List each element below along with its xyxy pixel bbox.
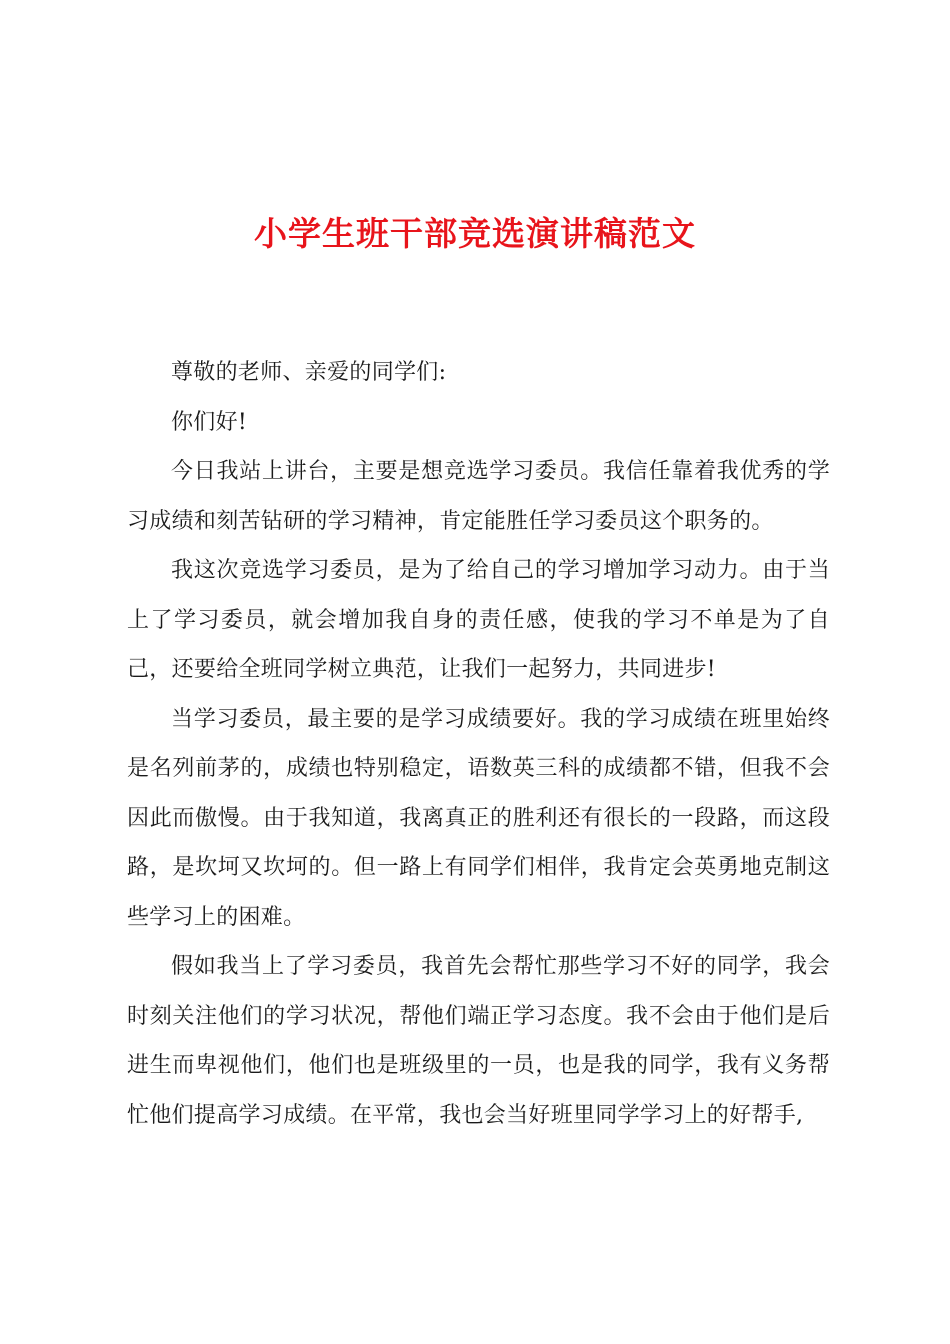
- document-title: 小学生班干部竞选演讲稿范文: [254, 214, 696, 253]
- salutation-paragraph: 尊敬的老师、亲爱的同学们:: [171, 360, 447, 385]
- document-body: [127, 348, 830, 1140]
- body-paragraph: 今日我站上讲台，主要是想竞选学习委员。我信任靠着我优秀的学习成绩和刻苦钻研的学习精神，肯定能胜任学习委员这个职务的。: [127, 459, 830, 534]
- greeting-paragraph: 你们好!: [171, 409, 248, 435]
- body-paragraph: 当学习委员，最主要的是学习成绩要好。我的学习成绩在班里始终是名列前茅的，成绩也特别稳定，语数英三科的成绩都不错，但我不会因此而傲慢。由于我知道，我离真正的胜利还有很长的一段路，而这段路，是坎坷又坎坷的。但一路上有同学们相伴，我肯定会英勇地克制这些学习上的困难。: [127, 706, 830, 930]
- body-paragraph: 我这次竞选学习委员，是为了给自己的学习增加学习动力。由于当上了学习委员，就会增加我自身的责任感，使我的学习不单是为了自己，还要给全班同学树立典范，让我们一起努力，共同进步!: [127, 558, 830, 682]
- body-paragraph: 假如我当上了学习委员，我首先会帮忙那些学习不好的同学，我会时刻关注他们的学习状况，帮他们端正学习态度。我不会由于他们是后进生而卑视他们，他们也是班级里的一员，也是我的同学，我有义务帮忙他们提高学习成绩。在平常，我也会当好班里同学学习上的好帮手,: [127, 954, 830, 1128]
